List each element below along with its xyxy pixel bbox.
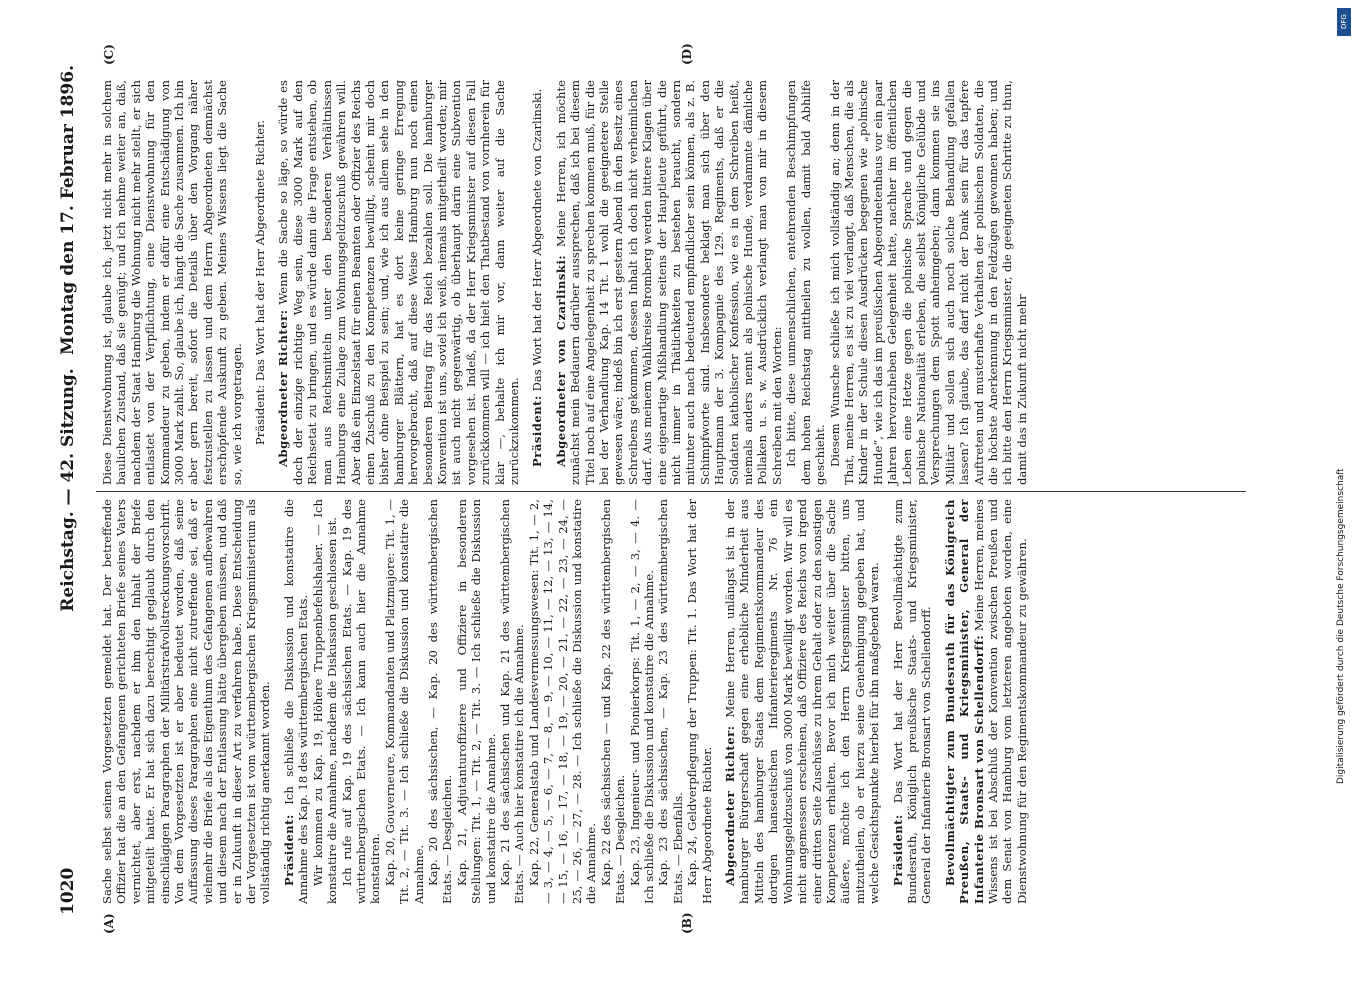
digitization-credit: Digitalisierung gefördert durch die Deutsche Forschungsgemeinschaft	[1336, 468, 1346, 784]
paragraph	[685, 499, 714, 904]
paragraph-text: Das Wort hat der Herr Bevollmächtigte zum Bundesrath, Königlich preußische Staats- und Kriegsminister, General der Infanterie Bronsart von Schellendorff.	[890, 499, 934, 904]
page-header	[58, 65, 86, 915]
right-column	[100, 80, 1029, 485]
paragraph	[891, 499, 934, 904]
speaker-name: Präsident:	[890, 814, 905, 886]
paragraph-text: Kap. 22, Generalstab und Landesvermessungswesen: Tit. 1, — 2, — 3, — 4, — 5, — 6, — 7, — 8, — 9, — 10, — 11, — 12, — 13, — 14, — 15, — 16, — 17, — 18, — 19, — 20, — 21, — 22, — 23, — 24, — 25, — 26, — 27, — 28. — Ich schließe die Diskussion und konstatire die Annahme.	[526, 499, 599, 904]
paragraph	[828, 80, 1030, 485]
paragraph	[599, 499, 628, 904]
paragraph-text: Kap. 22 des sächsischen — und Kap. 22 des württembergischen Etats. — Desgleichen.	[598, 499, 628, 904]
paragraph	[426, 499, 455, 904]
speaker-name: Präsident:	[281, 814, 296, 886]
speaker-name: Abgeordneter Richter:	[723, 725, 738, 886]
paragraph	[628, 499, 657, 904]
paragraph	[656, 499, 685, 904]
column-divider	[96, 491, 1246, 492]
paragraph	[340, 499, 383, 904]
margin-marker-b: (B)	[680, 912, 694, 934]
dfg-logo: DFG	[1337, 8, 1351, 36]
paragraph-text: Meine Herren, unlängst ist in der hamburger Bürgerschaft gegen eine erhebliche Minderheit aus Mitteln des hamburger Staats dem Regimentskommandeur des dortigen hanseatischen Infanterieregiments Nr. 76 ein Wohnungsgeldzuschuß von 3000 Mark bewilligt worden. Wir will es nicht angemessen erscheinen, daß Offiziere des Reichs von irgend einer dritten Seite Zuschüsse zu ihrem Gehalt oder zu den sonstigen Kompetenzen erhalten. Bevor ich mich weiter über die Sache äußere, möchte ich den Herrn Kriegsminister bitten, uns mitzutheilen, ob er hierzu seine Genehmigung gegeben hat, und welche Gesichtspunkte hierbei für ihn maßgebend waren.	[723, 499, 882, 904]
paragraph-text: Kap. 20, Gouverneure, Kommandanten und Platzmajore: Tit. 1, — Tit. 2, — Tit. 3. — Ich schließe die Diskussion und konstatire die Annahme.	[382, 499, 426, 904]
paragraph-text: Diesem Wunsche schließe ich mich vollständig an; denn in der That, meine Herren, es ist zu viel verlangt, daß Menschen, die als Kinder in der Schule diesen Ausdrücken begegnen wie „polnische Hunde“, wie ich das im preußischen Abgeordnetenhaus vor ein paar Jahren hervorzuheben Gelegenheit hatte, nachher im öffentlichen Leben eine Hetze gegen die polnische Sprache und gegen die polnische Nationalität erleben, die selbst Königliche Gelübde und Versprechungen dem Spott anheimgeben; dann kommen sie ins Militär und sollen sich auch noch solche Behandlung gefallen lassen? Ich glaube, das darf nicht der Dank sein für das tapfere Auftreten und musterhafte Verhalten der polnischen Soldaten, die die höchste Anerkennung in den Feldzügen gewonnen haben; und ich bitte den Herrn Kriegsminister, die geeigneten Schritte zu thun, damit das in Zukunft nicht mehr	[827, 80, 1029, 485]
paragraph	[554, 80, 785, 485]
speaker-name: Abgeordneter Richter:	[276, 309, 291, 467]
margin-marker-d: (D)	[680, 43, 694, 65]
paragraph	[527, 499, 599, 904]
margin-marker-c: (C)	[102, 44, 116, 65]
paragraph-text: Ich schließe die Diskussion und konstatire die Annahme des Kap. 18 des württembergischen Etats.	[281, 499, 311, 904]
paragraph-text: Ich bitte, diese unmenschlichen, entehrenden Beschimpfungen dem hohen Reichstag mittheilen zu wollen, damit bald Abhilfe geschieht.	[784, 80, 828, 485]
margin-marker-a: (A)	[102, 913, 116, 934]
paragraph	[276, 80, 521, 485]
paragraph-text: Kap. 23, Ingenieur- und Pionierkorps: Tit. 1, — 2, — 3, — 4. — Ich schließe die Diskussion und konstatire die Annahme.	[627, 499, 657, 904]
speaker-name: Abgeordneter von Czarlinski:	[553, 254, 568, 467]
paragraph	[383, 499, 426, 904]
paragraph	[498, 499, 527, 904]
paragraph	[282, 499, 311, 904]
paragraph-text: Das Wort hat der Herr Abgeordnete von Czarlinski.	[530, 88, 545, 396]
paragraph-text: Ich rufe auf Kap. 19 des sächsischen Etats. — Kap. 19 des württembergischen Etats. — Ich kann auch hier die Annahme konstatiren.	[339, 499, 383, 904]
paragraph-text: Präsident: Das Wort hat der Herr Abgeordnete Richter.	[253, 119, 268, 446]
paragraph-text: Wenn die Sache so läge, so würde es doch der einzige richtige Weg sein, diese 3000 Mark auf den Reichsetat zu bringen, und es würde dann die Frage entstehen, ob man aus Reichsmitteln unter den besonderen Verhältnissen Hamburgs eine Zulage zum Wohnungsgeldzuschuß gewähren will. Aber daß ein Einzelstaat für einen Beamten oder Offizier des Reichs einen Zuschuß zu den Kompetenzen bewilligt, scheint mir doch bisher ohne Beispiel zu sein; und, wie ich aus allem sehe in den hamburger Blättern, hat es dort keine geringe Erregung hervorgebracht, daß auf diese Weise Hamburg nun noch einen besonderen Beitrag für das Reich bezahlen soll. Die hamburger Konvention ist uns, soviel ich weiß, niemals mitgetheilt worden; mir ist auch nicht gegenwärtig, ob überhaupt darin eine Subvention vorgesehen ist. Indeß, da der Herr Kriegsminister auf diesen Fall zurückkommen will — ich hielt den Thatbestand von vornherein für klar —, behalte ich mir vor, dann weiter auf die Sache zurückzukommen.	[276, 80, 521, 485]
paragraph	[943, 499, 1029, 904]
paragraph-text: Diese Dienstwohnung ist, glaube ich, jetzt nicht mehr in solchem baulichen Zustand, daß sie genügt; und ich nehme weiter an, daß, nachdem der Staat Hamburg die Wohnung nicht mehr stellt, er sich entlastet von der Verpflichtung, eine Dienstwohnung für den Kommandeur zu geben, indem er dafür eine Entschädigung von 3000 Mark zahlt. So, glaube ich, hängt die Sache zusammen. Ich bin aber gern bereit, sofort die Details über den Vorgang näher festzustellen zu lassen und dem Herrn Abgeordneten demnächst erschöpfende Auskunft zu geben. Meines Wissens liegt die Sache so, wie ich vorgetragen.	[100, 80, 244, 485]
paragraph-text: Sache selbst seinen Vorgesetzten gemeldet hat. Der betreffende Offizier hat die an den Gefangenen gerichteten Briefe seines Vaters vernichtet, aber erst, nachdem er ihm den Inhalt der Briefe mitgeteilt hatte. Er hat sich dazu berechtigt geglaubt durch den einschlägigen Paragraphen der Militärstrafvollstreckungsvorschrift. Von dem Vorgesetzten ist er aber bedeutet worden, daß seine Auffassung dieses Paragraphen eine nicht zutreffende sei, daß er vielmehr die Briefe als das Eigenthum des Gefangenen aufbewahren und diesem nach der Entlassung hätte übergeben müssen, und daß er in Zukunft in dieser Art zu verfahren habe. Diese Entscheidung der Vorgesetzten ist vom württembergischen Kriegsministerium als vollständig richtig anerkannt worden.	[100, 499, 273, 904]
paragraph	[253, 80, 267, 485]
paragraph-text: Kap. 23 des sächsischen, — Kap. 23 des württembergischen Etats. — Ebenfalls.	[656, 499, 685, 904]
speaker-name: Bevollmächtigter zum Bundesrath für das Königreich Preußen, Staats- und Kriegsminister, General der Infanterie Bronsart von Schellendorff:	[942, 499, 986, 904]
paragraph	[723, 499, 881, 904]
paragraph	[530, 80, 544, 485]
paragraph-text: Wir kommen zu Kap. 19, Höhere Truppenbefehlshaber. — Ich konstatire die Annahme, nachdem die Diskussion geschlossen ist.	[310, 499, 340, 904]
paragraph	[784, 80, 827, 485]
paragraph	[100, 499, 273, 904]
session-title: Reichstag. — 42. Sitzung.	[58, 368, 78, 612]
paragraph-text: Meine Herren, ich möchte zunächst mein Bedauern darüber aussprechen, daß ich bei diesem Titel noch auf eine Angelegenheit zu sprechen kommen muß, für die bei der Verhandlung Kap. 14 Tit. 1 wohl die geeignetere Stelle gewesen wäre; indeß bin ich erst gestern Abend in den Besitz eines Schreibens gekommen, dessen Inhalt ich doch nicht verheimlichen darf. Aus meinem Wahlkreise Bromberg werden bittere Klagen über eine eigenartige Mißhandlung seitens der Hauptleute geführt, die nicht immer in Thätlichkeiten zu bestehen braucht, sondern mitunter auch nach bedeutend empfindlicher sein können, als z. B. Schimpfworte sind. Insbesondere beklagt man sich über den Hauptmann der 3. Kompagnie des 129. Regiments, daß er die Soldaten katholischer Konfession, wie es in dem Schreiben heißt, niemals anders nennt als polnische Hunde, verdammte dämliche Pollaken u. s. w. Ausdrücklich verlangt man von mir in diesem Schreiben mit den Worten:	[553, 80, 784, 485]
left-column	[100, 499, 1029, 904]
session-date: Montag den 17. Februar 1896.	[58, 65, 78, 355]
page-number: 1020	[58, 867, 78, 915]
speaker-name: Präsident:	[530, 395, 545, 467]
paragraph-text: Kap. 20 des sächsischen, — Kap. 20 des württembergischen Etats. — Desgleichen.	[425, 499, 455, 904]
paragraph	[100, 80, 244, 485]
paragraph	[455, 499, 498, 904]
paragraph-text: Kap. 21, Adjutanturoffiziere und Offiziere in besonderen Stellungen: Tit. 1, — Tit. 2, — Tit. 3. — Ich schließe die Diskussion und konstatire die Annahme.	[454, 499, 498, 904]
paragraph-text: Kap. 21 des sächsischen und Kap. 21 des württembergischen Etats. — Auch hier konstatire ich die Annahme.	[497, 499, 527, 904]
paragraph-text: Kap. 24, Geldverpflegung der Truppen: Tit. 1. Das Wort hat der Herr Abgeordnete Richter.	[685, 499, 714, 904]
paragraph	[311, 499, 340, 904]
paragraph-text: Meine Herren, meines Wissens ist bei Abschluß der Konvention zwischen Preußen und dem Senat von Hamburg vom letzteren angeboten worden, eine Dienstwohnung für den Regimentskommandeur zu gewähren.	[971, 499, 1029, 904]
